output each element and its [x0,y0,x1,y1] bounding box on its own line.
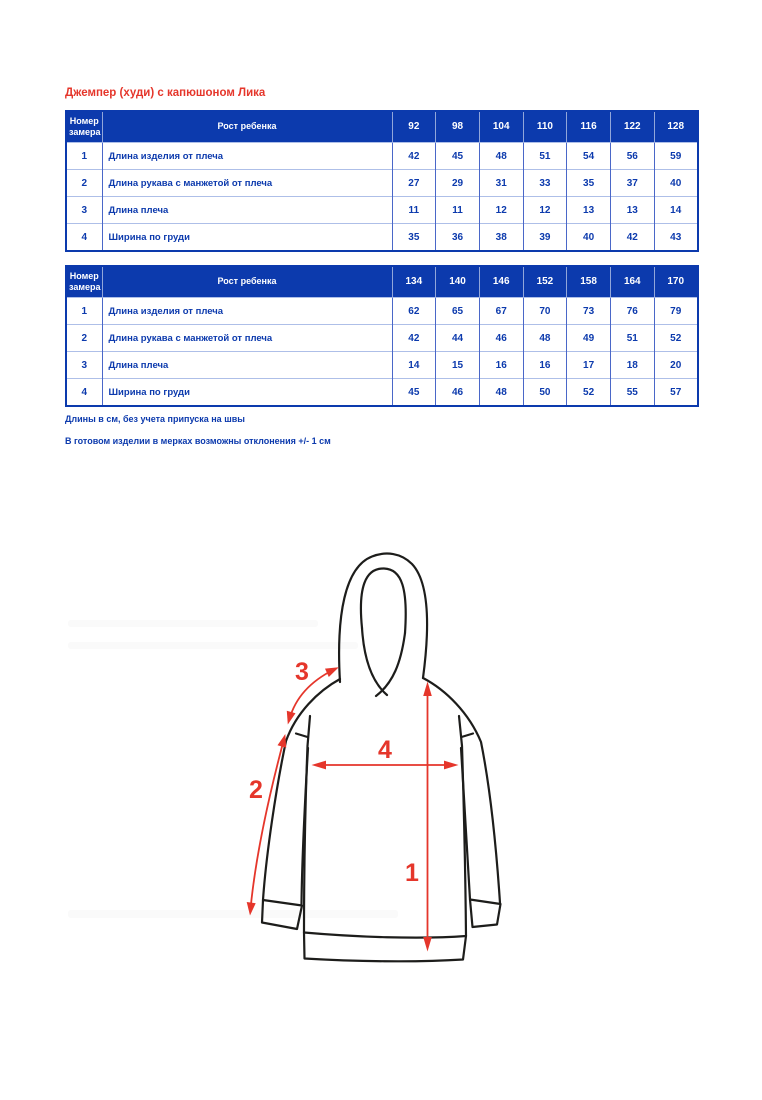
measure-value: 27 [392,170,436,197]
header-size: 158 [567,266,611,298]
measure-label: Длина рукава с манжетой от плеча [102,170,392,197]
measure-value: 54 [567,143,611,170]
measure-value: 46 [436,379,480,407]
measure-value: 40 [654,170,698,197]
header-size: 122 [610,111,654,143]
measure-value: 67 [479,298,523,325]
header-size: 92 [392,111,436,143]
measure-number: 3 [66,352,102,379]
measure-value: 45 [436,143,480,170]
measure-value: 14 [654,197,698,224]
measure-value: 52 [654,325,698,352]
header-child-height: Рост ребенка [102,266,392,298]
measure-value: 52 [567,379,611,407]
size-table-134-170 [65,265,699,407]
measure-value: 18 [610,352,654,379]
size-table-92-128 [65,110,699,252]
table-row [66,224,698,252]
table-row [66,170,698,197]
header-size: 116 [567,111,611,143]
header-measure-number: Номер замера [66,266,102,298]
header-size: 128 [654,111,698,143]
header-size: 146 [479,266,523,298]
header-size: 104 [479,111,523,143]
right-shoulder-sleeve-outline [423,678,500,903]
measure-number: 4 [66,224,102,252]
table-row [66,379,698,407]
measure-value: 35 [392,224,436,252]
measure-label: Длина изделия от плеча [102,143,392,170]
measure-value: 48 [523,325,567,352]
measure-value: 76 [610,298,654,325]
measure-value: 49 [567,325,611,352]
header-size: 98 [436,111,480,143]
header-size: 164 [610,266,654,298]
measure-value: 11 [436,197,480,224]
measure-value: 59 [654,143,698,170]
waistband [304,933,466,962]
measure-value: 37 [610,170,654,197]
header-measure-number: Номер замера [66,111,102,143]
arrow-2-head-top [278,734,287,748]
note-lengths-in-cm: Длины в см, без учета припуска на швы [65,414,245,424]
measure-label: Ширина по груди [102,379,392,407]
measure-value: 16 [479,352,523,379]
measure-value: 36 [436,224,480,252]
table-header-row [66,266,698,298]
left-cuff [262,900,302,929]
measure-value: 38 [479,224,523,252]
header-size: 134 [392,266,436,298]
measure-value: 44 [436,325,480,352]
hood-inner-left-edge [362,628,387,695]
arrow-4-head-left [312,761,327,770]
measure-value: 40 [567,224,611,252]
measure-label-3: 3 [295,658,309,686]
measure-number: 4 [66,379,102,407]
measure-number: 2 [66,170,102,197]
measure-value: 42 [392,325,436,352]
arrow-1-head-bottom [423,937,432,952]
right-body-edge [462,746,466,936]
measure-value: 43 [654,224,698,252]
note-tolerance: В готовом изделии в мерках возможны отклонения +/- 1 см [65,436,331,446]
measure-value: 16 [523,352,567,379]
header-size: 152 [523,266,567,298]
measure-value: 55 [610,379,654,407]
arrow-2-head-bottom [247,902,256,916]
header-child-height: Рост ребенка [102,111,392,143]
arrow-1-head-top [423,682,432,697]
arrow-3-head-top [325,667,339,677]
arrow-4-head-right [444,761,459,770]
measure-number: 1 [66,298,102,325]
measure-value: 70 [523,298,567,325]
measure-value: 46 [479,325,523,352]
measure-label: Длина плеча [102,197,392,224]
measure-value: 33 [523,170,567,197]
measure-value: 29 [436,170,480,197]
table-row [66,197,698,224]
right-armhole-seam [459,716,473,746]
hood-inner-outline [361,568,406,633]
measure-value: 62 [392,298,436,325]
right-cuff [470,900,501,928]
left-armhole-seam [296,716,310,746]
measure-value: 42 [610,224,654,252]
measure-value: 42 [392,143,436,170]
measure-arrow-2 [251,741,284,909]
measure-label: Длина изделия от плеча [102,298,392,325]
measure-value: 51 [523,143,567,170]
measure-number: 2 [66,325,102,352]
table-header-row [66,111,698,143]
measure-value: 65 [436,298,480,325]
measure-value: 17 [567,352,611,379]
measure-value: 20 [654,352,698,379]
table-row [66,298,698,325]
measure-value: 50 [523,379,567,407]
measure-value: 79 [654,298,698,325]
table-row [66,325,698,352]
measure-value: 73 [567,298,611,325]
measure-value: 45 [392,379,436,407]
measure-label: Длина плеча [102,352,392,379]
measure-value: 35 [567,170,611,197]
measure-label-1: 1 [405,859,419,887]
measure-value: 48 [479,143,523,170]
measure-label: Длина рукава с манжетой от плеча [102,325,392,352]
hood-outer-outline [339,554,427,682]
measure-label-4: 4 [378,736,392,764]
measure-value: 13 [610,197,654,224]
measure-label: Ширина по груди [102,224,392,252]
left-body-edge [304,746,308,933]
page-title: Джемпер (худи) с капюшоном Лика [65,87,266,99]
measure-value: 12 [523,197,567,224]
measure-value: 11 [392,197,436,224]
measure-value: 14 [392,352,436,379]
table-row [66,143,698,170]
table-row [66,352,698,379]
measure-value: 39 [523,224,567,252]
measure-label-2: 2 [249,776,263,804]
measure-value: 12 [479,197,523,224]
header-size: 110 [523,111,567,143]
header-size: 140 [436,266,480,298]
measure-value: 31 [479,170,523,197]
measure-value: 57 [654,379,698,407]
measure-value: 13 [567,197,611,224]
measure-value: 56 [610,143,654,170]
measure-number: 1 [66,143,102,170]
measure-value: 48 [479,379,523,407]
hoodie-measurement-diagram [235,545,520,975]
measure-value: 15 [436,352,480,379]
header-size: 170 [654,266,698,298]
measure-value: 51 [610,325,654,352]
measure-number: 3 [66,197,102,224]
